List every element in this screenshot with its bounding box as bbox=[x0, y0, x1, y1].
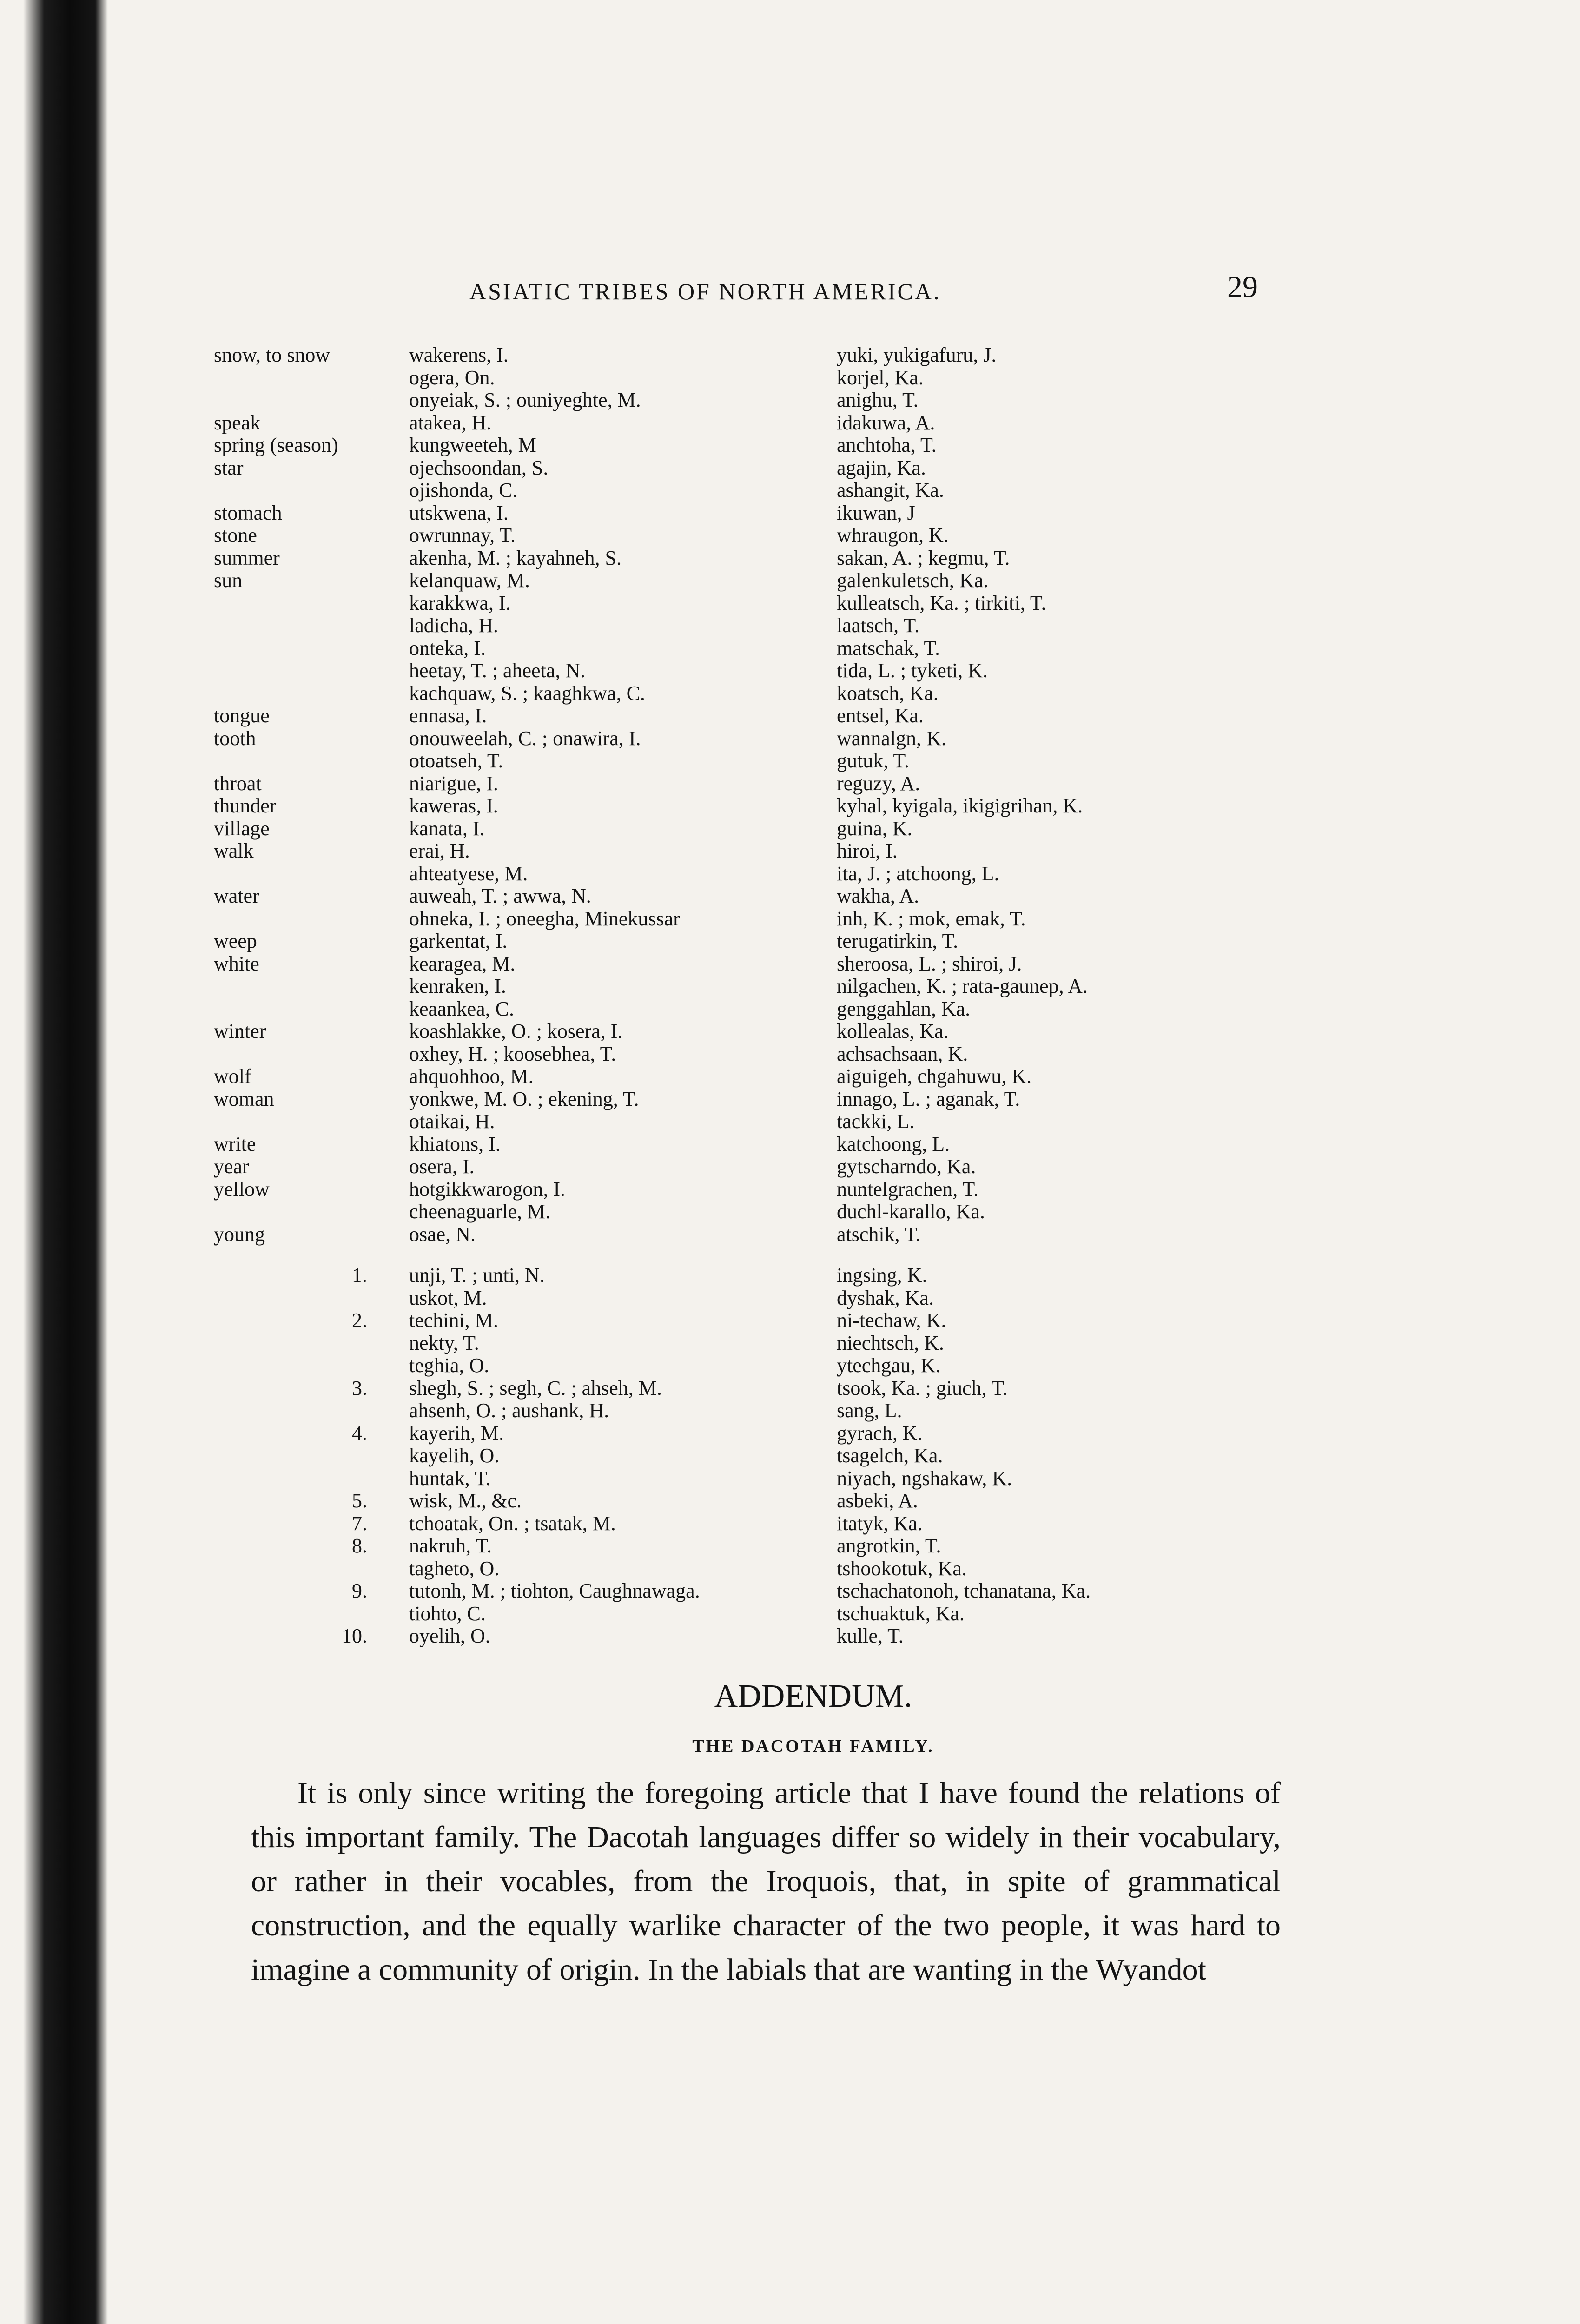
numeral-row bbox=[214, 1467, 1283, 1490]
numeral-row bbox=[214, 1625, 1283, 1648]
vocab-row bbox=[214, 1178, 1283, 1201]
asiatic-forms: ingsing, K. bbox=[837, 1264, 927, 1287]
iroquois-forms: kayelih, O. bbox=[409, 1444, 500, 1467]
page-header bbox=[0, 270, 1580, 325]
vocab-row bbox=[214, 524, 1283, 547]
vocab-row bbox=[214, 389, 1283, 412]
vocab-row bbox=[214, 592, 1283, 615]
iroquois-forms: tiohto, C. bbox=[409, 1602, 486, 1625]
iroquois-forms: nekty, T. bbox=[409, 1331, 479, 1354]
vocab-row bbox=[214, 344, 1283, 367]
iroquois-forms: tchoatak, On. ; tsatak, M. bbox=[409, 1512, 616, 1535]
iroquois-forms: ahsenh, O. ; aushank, H. bbox=[409, 1399, 609, 1422]
english-word: thunder bbox=[214, 794, 277, 817]
english-word: summer bbox=[214, 546, 280, 569]
asiatic-forms: guina, K. bbox=[837, 817, 912, 840]
numeral-row bbox=[214, 1354, 1283, 1377]
iroquois-forms: yonkwe, M. O. ; ekening, T. bbox=[409, 1087, 639, 1110]
vocab-row bbox=[214, 1043, 1283, 1066]
numeral-row bbox=[214, 1400, 1283, 1422]
vocab-row bbox=[214, 457, 1283, 480]
english-word: write bbox=[214, 1132, 256, 1155]
vocab-row bbox=[214, 1065, 1283, 1088]
numeral: 3. bbox=[352, 1376, 367, 1400]
iroquois-forms: tagheto, O. bbox=[409, 1557, 500, 1580]
asiatic-forms: sakan, A. ; kegmu, T. bbox=[837, 546, 1010, 569]
english-word: sun bbox=[214, 569, 243, 592]
asiatic-forms: achsachsaan, K. bbox=[837, 1042, 968, 1065]
english-word: winter bbox=[214, 1020, 266, 1043]
english-word: young bbox=[214, 1222, 265, 1246]
numeral-row bbox=[214, 1264, 1283, 1287]
iroquois-forms: ojechsoondan, S. bbox=[409, 456, 549, 479]
vocab-row bbox=[214, 637, 1283, 660]
iroquois-forms: utskwena, I. bbox=[409, 501, 509, 524]
vocab-row bbox=[214, 1110, 1283, 1133]
asiatic-forms: anchtoha, T. bbox=[837, 434, 937, 456]
asiatic-forms: koatsch, Ka. bbox=[837, 681, 939, 705]
iroquois-forms: khiatons, I. bbox=[409, 1132, 501, 1155]
iroquois-forms: kayerih, M. bbox=[409, 1421, 504, 1445]
vocab-row bbox=[214, 840, 1283, 863]
numeral-row bbox=[214, 1558, 1283, 1580]
asiatic-forms: ita, J. ; atchoong, L. bbox=[837, 862, 999, 885]
vocab-row bbox=[214, 772, 1283, 795]
iroquois-forms: kearagea, M. bbox=[409, 952, 516, 975]
vocab-row bbox=[214, 750, 1283, 772]
vocab-row bbox=[214, 614, 1283, 637]
asiatic-forms: kollealas, Ka. bbox=[837, 1020, 949, 1043]
vocab-row bbox=[214, 1155, 1283, 1178]
asiatic-forms: niyach, ngshakaw, K. bbox=[837, 1466, 1012, 1490]
vocab-row bbox=[214, 367, 1283, 390]
numeral: 5. bbox=[352, 1489, 367, 1512]
iroquois-forms: uskot, M. bbox=[409, 1286, 487, 1309]
vocab-row bbox=[214, 434, 1283, 457]
english-word: spring (season) bbox=[214, 434, 338, 456]
iroquois-forms: ahteatyese, M. bbox=[409, 862, 528, 885]
iroquois-forms: ladicha, H. bbox=[409, 614, 498, 637]
asiatic-forms: wakha, A. bbox=[837, 885, 919, 907]
asiatic-forms: niechtsch, K. bbox=[837, 1331, 944, 1354]
vocab-row bbox=[214, 1020, 1283, 1043]
iroquois-forms: otaikai, H. bbox=[409, 1110, 495, 1133]
iroquois-forms: heetay, T. ; aheeta, N. bbox=[409, 659, 586, 682]
iroquois-forms: shegh, S. ; segh, C. ; ahseh, M. bbox=[409, 1376, 662, 1400]
english-word: tooth bbox=[214, 726, 256, 750]
iroquois-forms: kanata, I. bbox=[409, 817, 485, 840]
iroquois-forms: kungweeteh, M bbox=[409, 434, 536, 456]
addendum-subtitle: THE DACOTAH FAMILY. bbox=[692, 1736, 934, 1756]
iroquois-forms: kaweras, I. bbox=[409, 794, 498, 817]
asiatic-forms: inh, K. ; mok, emak, T. bbox=[837, 907, 1026, 930]
asiatic-forms: tsagelch, Ka. bbox=[837, 1444, 943, 1467]
numeral-row bbox=[214, 1490, 1283, 1512]
english-word: snow, to snow bbox=[214, 343, 331, 366]
iroquois-forms: teghia, O. bbox=[409, 1354, 489, 1377]
english-word: tongue bbox=[214, 704, 270, 727]
asiatic-forms: kyhal, kyigala, ikigigrihan, K. bbox=[837, 794, 1083, 817]
english-word: year bbox=[214, 1155, 249, 1178]
iroquois-forms: ojishonda, C. bbox=[409, 479, 518, 502]
asiatic-forms: aiguigeh, chgahuwu, K. bbox=[837, 1065, 1032, 1088]
english-word: stomach bbox=[214, 501, 282, 524]
numeral-row bbox=[214, 1512, 1283, 1535]
numeral-row bbox=[214, 1422, 1283, 1445]
vocab-row bbox=[214, 1133, 1283, 1156]
vocab-row bbox=[214, 479, 1283, 502]
asiatic-forms: anighu, T. bbox=[837, 389, 919, 411]
asiatic-forms: ikuwan, J bbox=[837, 501, 915, 524]
iroquois-forms: ogera, On. bbox=[409, 366, 495, 389]
english-word: throat bbox=[214, 772, 262, 795]
asiatic-forms: tschuaktuk, Ka. bbox=[837, 1602, 965, 1625]
vocab-row bbox=[214, 1201, 1283, 1223]
english-word: stone bbox=[214, 524, 257, 547]
vocab-row bbox=[214, 569, 1283, 592]
vocab-row bbox=[214, 547, 1283, 570]
asiatic-forms: genggahlan, Ka. bbox=[837, 997, 971, 1020]
vocab-row bbox=[214, 795, 1283, 818]
vocab-row bbox=[214, 885, 1283, 908]
asiatic-forms: sheroosa, L. ; shiroi, J. bbox=[837, 952, 1022, 975]
vocab-row bbox=[214, 412, 1283, 435]
running-title: ASIATIC TRIBES OF NORTH AMERICA. bbox=[469, 278, 941, 304]
english-word: village bbox=[214, 817, 270, 840]
vocab-row bbox=[214, 1223, 1283, 1246]
asiatic-forms: gytscharndo, Ka. bbox=[837, 1155, 976, 1178]
iroquois-forms: cheenaguarle, M. bbox=[409, 1200, 551, 1223]
vocab-row bbox=[214, 908, 1283, 931]
numeral-row bbox=[214, 1309, 1283, 1332]
asiatic-forms: angrotkin, T. bbox=[837, 1534, 941, 1557]
numeral: 2. bbox=[352, 1309, 367, 1332]
numeral-row bbox=[214, 1445, 1283, 1467]
iroquois-forms: oxhey, H. ; koosebhea, T. bbox=[409, 1042, 616, 1065]
numeral: 1. bbox=[352, 1264, 367, 1287]
vocab-row bbox=[214, 660, 1283, 682]
asiatic-forms: kulleatsch, Ka. ; tirkiti, T. bbox=[837, 591, 1046, 614]
iroquois-forms: niarigue, I. bbox=[409, 772, 498, 795]
iroquois-forms: oyelih, O. bbox=[409, 1624, 490, 1647]
asiatic-forms: innago, L. ; aganak, T. bbox=[837, 1087, 1020, 1110]
asiatic-forms: tackki, L. bbox=[837, 1110, 915, 1133]
english-word: white bbox=[214, 952, 259, 975]
iroquois-forms: auweah, T. ; awwa, N. bbox=[409, 885, 591, 907]
asiatic-forms: gutuk, T. bbox=[837, 749, 910, 772]
page-number: 29 bbox=[1227, 270, 1258, 304]
asiatic-forms: tida, L. ; tyketi, K. bbox=[837, 659, 988, 682]
english-word: wolf bbox=[214, 1065, 251, 1088]
vocab-row bbox=[214, 682, 1283, 705]
asiatic-forms: tsook, Ka. ; giuch, T. bbox=[837, 1376, 1008, 1400]
iroquois-forms: wisk, M., &c. bbox=[409, 1489, 522, 1512]
english-word: walk bbox=[214, 839, 254, 862]
asiatic-forms: ytechgau, K. bbox=[837, 1354, 941, 1377]
numeral-row bbox=[214, 1332, 1283, 1355]
asiatic-forms: itatyk, Ka. bbox=[837, 1512, 923, 1535]
asiatic-forms: agajin, Ka. bbox=[837, 456, 926, 479]
asiatic-forms: reguzy, A. bbox=[837, 772, 920, 795]
asiatic-forms: tschachatonoh, tchanatana, Ka. bbox=[837, 1579, 1091, 1602]
iroquois-forms: tutonh, M. ; tiohton, Caughnawaga. bbox=[409, 1579, 700, 1602]
asiatic-forms: gyrach, K. bbox=[837, 1421, 923, 1445]
iroquois-forms: wakerens, I. bbox=[409, 343, 509, 366]
asiatic-forms: laatsch, T. bbox=[837, 614, 919, 637]
asiatic-forms: galenkuletsch, Ka. bbox=[837, 569, 989, 592]
iroquois-forms: hotgikkwarogon, I. bbox=[409, 1177, 566, 1201]
iroquois-forms: ohneka, I. ; oneegha, Minekussar bbox=[409, 907, 680, 930]
iroquois-forms: techini, M. bbox=[409, 1309, 498, 1332]
vocab-row bbox=[214, 998, 1283, 1021]
iroquois-forms: huntak, T. bbox=[409, 1466, 491, 1490]
iroquois-forms: kachquaw, S. ; kaaghkwa, C. bbox=[409, 681, 645, 705]
asiatic-forms: korjel, Ka. bbox=[837, 366, 924, 389]
iroquois-forms: onouweelah, C. ; onawira, I. bbox=[409, 726, 641, 750]
asiatic-forms: nuntelgrachen, T. bbox=[837, 1177, 979, 1201]
iroquois-forms: ahquohhoo, M. bbox=[409, 1065, 534, 1088]
asiatic-forms: yuki, yukigafuru, J. bbox=[837, 343, 997, 366]
iroquois-forms: owrunnay, T. bbox=[409, 524, 516, 547]
english-word: woman bbox=[214, 1087, 274, 1110]
iroquois-forms: ennasa, I. bbox=[409, 704, 487, 727]
asiatic-forms: katchoong, L. bbox=[837, 1132, 950, 1155]
asiatic-forms: hiroi, I. bbox=[837, 839, 898, 862]
numeral: 8. bbox=[352, 1534, 367, 1557]
vocab-row bbox=[214, 727, 1283, 750]
numeral: 9. bbox=[352, 1579, 367, 1602]
iroquois-forms: keaankea, C. bbox=[409, 997, 514, 1020]
asiatic-forms: idakuwa, A. bbox=[837, 411, 935, 434]
iroquois-forms: osera, I. bbox=[409, 1155, 475, 1178]
iroquois-forms: kelanquaw, M. bbox=[409, 569, 530, 592]
asiatic-forms: entsel, Ka. bbox=[837, 704, 924, 727]
iroquois-forms: akenha, M. ; kayahneh, S. bbox=[409, 546, 621, 569]
english-word: star bbox=[214, 456, 244, 479]
asiatic-forms: wannalgn, K. bbox=[837, 726, 946, 750]
vocab-row bbox=[214, 863, 1283, 885]
numeral-row bbox=[214, 1287, 1283, 1310]
iroquois-forms: osae, N. bbox=[409, 1222, 476, 1246]
asiatic-forms: whraugon, K. bbox=[837, 524, 949, 547]
vocab-row bbox=[214, 705, 1283, 727]
asiatic-forms: sang, L. bbox=[837, 1399, 902, 1422]
asiatic-forms: duchl-karallo, Ka. bbox=[837, 1200, 985, 1223]
iroquois-forms: erai, H. bbox=[409, 839, 470, 862]
english-word: water bbox=[214, 885, 259, 907]
asiatic-forms: ashangit, Ka. bbox=[837, 479, 944, 502]
asiatic-forms: dyshak, Ka. bbox=[837, 1286, 934, 1309]
asiatic-forms: asbeki, A. bbox=[837, 1489, 918, 1512]
asiatic-forms: nilgachen, K. ; rata-gaunep, A. bbox=[837, 975, 1088, 997]
vocab-row bbox=[214, 953, 1283, 976]
asiatic-forms: kulle, T. bbox=[837, 1624, 904, 1647]
vocab-row bbox=[214, 975, 1283, 998]
numeral-row bbox=[214, 1603, 1283, 1625]
iroquois-forms: nakruh, T. bbox=[409, 1534, 492, 1557]
numeral-row bbox=[214, 1535, 1283, 1558]
vocabulary-table bbox=[214, 344, 1283, 1648]
asiatic-forms: ni-techaw, K. bbox=[837, 1309, 946, 1332]
numeral: 10. bbox=[342, 1624, 367, 1647]
asiatic-forms: tshookotuk, Ka. bbox=[837, 1557, 967, 1580]
vocab-row bbox=[214, 818, 1283, 840]
numeral-row bbox=[214, 1580, 1283, 1603]
iroquois-forms: garkentat, I. bbox=[409, 930, 508, 952]
english-word: weep bbox=[214, 930, 257, 952]
iroquois-forms: otoatseh, T. bbox=[409, 749, 503, 772]
addendum-title: ADDENDUM. bbox=[714, 1678, 912, 1714]
english-word: yellow bbox=[214, 1177, 270, 1201]
iroquois-forms: onyeiak, S. ; ouniyeghte, M. bbox=[409, 389, 641, 411]
vocab-row bbox=[214, 930, 1283, 953]
iroquois-forms: onteka, I. bbox=[409, 636, 486, 660]
iroquois-forms: koashlakke, O. ; kosera, I. bbox=[409, 1020, 623, 1043]
iroquois-forms: kenraken, I. bbox=[409, 975, 506, 997]
asiatic-forms: atschik, T. bbox=[837, 1222, 921, 1246]
vocab-row bbox=[214, 502, 1283, 525]
numeral: 7. bbox=[352, 1512, 367, 1535]
asiatic-forms: matschak, T. bbox=[837, 636, 940, 660]
iroquois-forms: atakea, H. bbox=[409, 411, 492, 434]
book-spine-shadow bbox=[0, 0, 108, 2324]
iroquois-forms: karakkwa, I. bbox=[409, 591, 511, 614]
english-word: speak bbox=[214, 411, 261, 434]
numeral: 4. bbox=[352, 1421, 367, 1445]
addendum-paragraph: It is only since writing the foregoing article that I have found the relations of this important family. The Dacotah languages differ so widely in their vocabulary, or rather in their vocables, from the Iroquois, that, in spite of grammatical construction, and the equally warlike character of the two people, it was hard to imagine a community of origin. In the labials that are wanting in the Wyandot bbox=[251, 1776, 1281, 1987]
numeral-row bbox=[214, 1377, 1283, 1400]
asiatic-forms: terugatirkin, T. bbox=[837, 930, 959, 952]
iroquois-forms: unji, T. ; unti, N. bbox=[409, 1264, 545, 1287]
vocab-row bbox=[214, 1088, 1283, 1111]
